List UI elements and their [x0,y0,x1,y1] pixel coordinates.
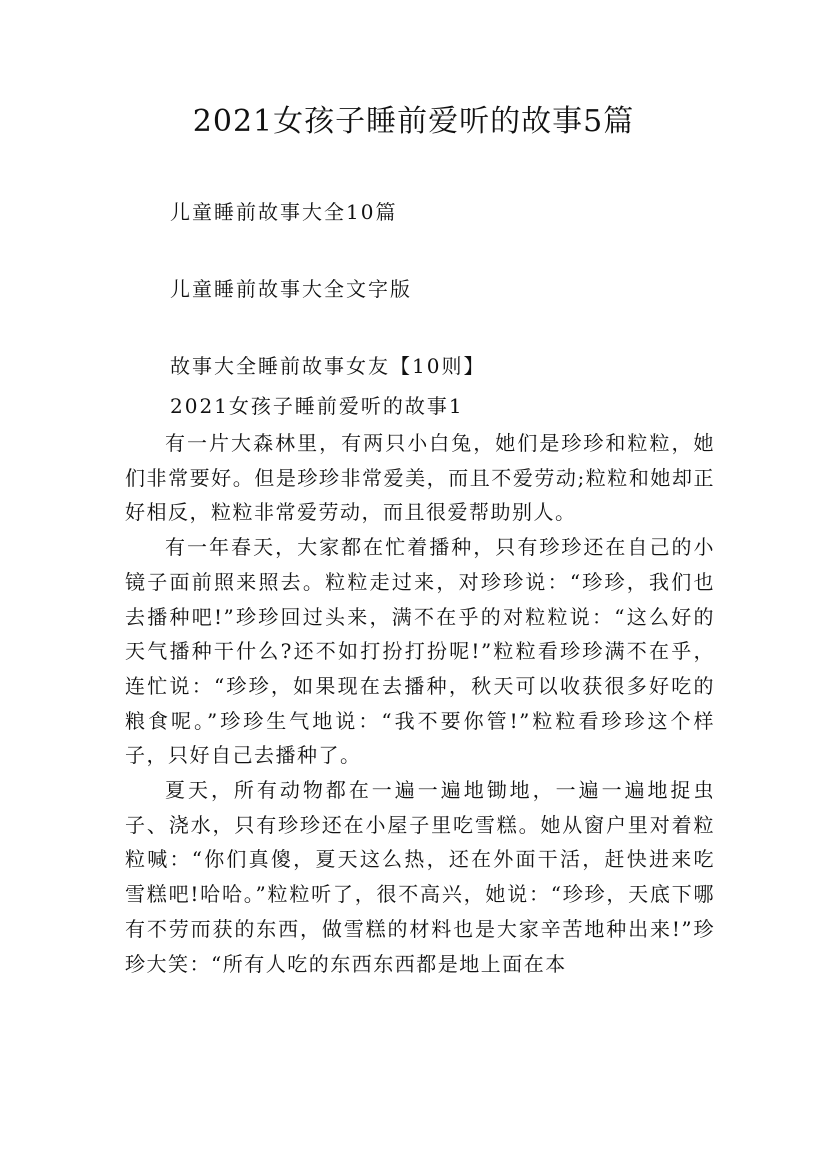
toc-item-3: 故事大全睡前故事女友【10则】 [170,354,486,378]
toc-item-2: 儿童睡前故事大全文字版 [170,277,412,301]
toc-item-1: 儿童睡前故事大全10篇 [170,200,398,224]
paragraph-2: 有一年春天，大家都在忙着播种，只有珍珍还在自己的小镜子面前照来照去。粒粒走过来，对珍珍说：“珍珍，我们也去播种吧!”珍珍回过头来，满不在乎的对粒粒说：“这么好的天气播种干什么?还不如打扮打扮呢!”粒粒看珍珍满不在乎，连忙说：“珍珍，如果现在去播种，秋天可以收获很多好吃的粮食呢。”珍珍生气地说：“我不要你管!”粒粒看珍珍这个样子，只好自己去播种了。 [125,535,715,768]
story-subheading: 2021女孩子睡前爱听的故事1 [170,394,464,418]
paragraph-3: 夏天，所有动物都在一遍一遍地锄地，一遍一遍地捉虫子、浇水，只有珍珍还在小屋子里吃雪糕。她从窗户里对着粒粒喊：“你们真傻，夏天这么热，还在外面干活，赶快进来吃雪糕吧!哈哈。”粒粒听了，很不高兴，她说：“珍珍，天底下哪有不劳而获的东西，做雪糕的材料也是大家辛苦地种出来!”珍珍大笑：“所有人吃的东西东西都是地上面在本 [125,778,715,976]
document-title: 2021女孩子睡前爱听的故事5篇 [192,104,635,139]
paragraph-1: 有一片大森林里，有两只小白兔，她们是珍珍和粒粒，她们非常要好。但是珍珍非常爱美，而且不爱劳动;粒粒和她却正好相反，粒粒非常爱劳动，而且很爱帮助别人。 [125,431,715,525]
story-body [125,426,715,981]
